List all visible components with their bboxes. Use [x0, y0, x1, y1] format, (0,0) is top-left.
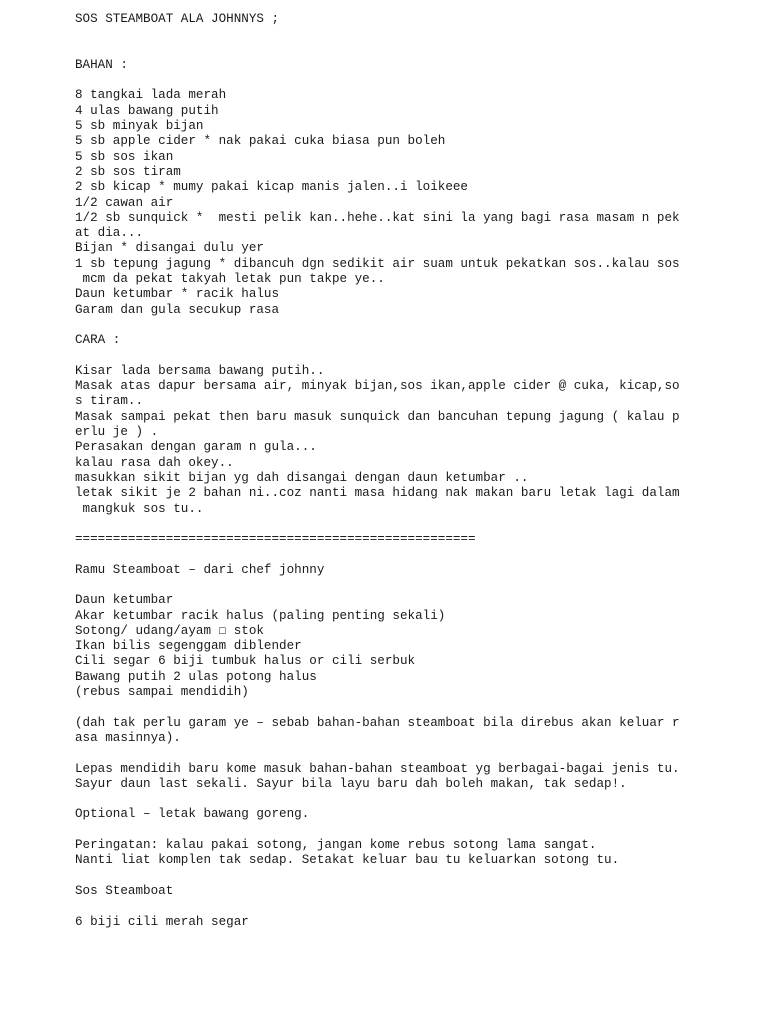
- doc-line: [75, 318, 695, 333]
- doc-line: SOS STEAMBOAT ALA JOHNNYS ;: [75, 12, 280, 26]
- doc-line: 8 tangkai lada merah: [75, 88, 227, 103]
- doc-line: 2 sb kicap * mumy pakai kicap manis jalen..i loikeee: [75, 180, 468, 195]
- separator-line: =====================================================: [75, 532, 476, 547]
- doc-line: [75, 700, 695, 715]
- doc-line: asa masinnya).: [75, 730, 181, 745]
- doc-line: Perasakan dengan garam n gula...: [75, 440, 317, 455]
- doc-line: 6 biji cili merah segar: [75, 914, 249, 929]
- doc-line: Masak sampai pekat then baru masuk sunquick dan bancuhan tepung jagung ( kalau p: [75, 409, 680, 424]
- doc-line: Daun ketumbar * racik halus: [75, 287, 280, 302]
- doc-line: Masak atas dapur bersama air, minyak bijan,sos ikan,apple cider @ cuka, kicap,so: [75, 379, 680, 394]
- doc-line: [75, 73, 695, 88]
- doc-line: mangkuk sos tu..: [75, 501, 204, 516]
- doc-line: masukkan sikit bijan yg dah disangai dengan daun ketumbar ..: [75, 470, 529, 485]
- doc-line: Sayur daun last sekali. Sayur bila layu baru dah boleh makan, tak sedap!.: [75, 776, 627, 791]
- doc-line: [75, 27, 695, 42]
- doc-line: Daun ketumbar: [75, 593, 174, 608]
- doc-line: [75, 517, 695, 532]
- doc-line: Ikan bilis segenggam diblender: [75, 639, 302, 654]
- doc-line: [75, 823, 695, 838]
- doc-line: Kisar lada bersama bawang putih..: [75, 363, 325, 378]
- doc-line: 4 ulas bawang putih: [75, 103, 219, 118]
- doc-line: BAHAN :: [75, 57, 128, 72]
- doc-line: Garam dan gula secukup rasa: [75, 302, 280, 317]
- doc-line: 5 sb sos ikan: [75, 149, 174, 164]
- doc-line: Bijan * disangai dulu yer: [75, 241, 264, 256]
- doc-line: [75, 349, 695, 364]
- doc-line: [75, 792, 695, 807]
- doc-line: Peringatan: kalau pakai sotong, jangan kome rebus sotong lama sangat.: [75, 838, 597, 853]
- document-page: [75, 12, 695, 930]
- doc-line: 1/2 cawan air: [75, 195, 174, 210]
- doc-line: 1 sb tepung jagung * dibancuh dgn sedikit air suam untuk pekatkan sos..kalau sos: [75, 256, 680, 271]
- doc-line: Sos Steamboat: [75, 883, 174, 898]
- doc-line: [75, 899, 695, 914]
- doc-line: [75, 746, 695, 761]
- doc-line: Nanti liat komplen tak sedap. Setakat keluar bau tu keluarkan sotong tu.: [75, 853, 620, 868]
- doc-line: 2 sb sos tiram: [75, 164, 181, 179]
- doc-line: Ramu Steamboat – dari chef johnny: [75, 562, 325, 577]
- doc-line: Akar ketumbar racik halus (paling penting sekali): [75, 608, 446, 623]
- doc-line: Optional – letak bawang goreng.: [75, 807, 310, 822]
- doc-line: [75, 43, 695, 58]
- doc-line: mcm da pekat takyah letak pun takpe ye..: [75, 272, 385, 287]
- doc-line: Bawang putih 2 ulas potong halus: [75, 669, 317, 684]
- doc-line: [75, 578, 695, 593]
- doc-line: at dia...: [75, 226, 144, 241]
- doc-line: Sotong/ udang/ayam ☐ stok: [75, 623, 264, 638]
- doc-line: 5 sb minyak bijan: [75, 119, 204, 134]
- doc-line: s tiram..: [75, 394, 144, 409]
- doc-line: erlu je ) .: [75, 425, 159, 440]
- doc-line: (dah tak perlu garam ye – sebab bahan-bahan steamboat bila direbus akan keluar r: [75, 715, 680, 730]
- doc-line: kalau rasa dah okey..: [75, 455, 234, 470]
- doc-line: [75, 869, 695, 884]
- doc-line: [75, 547, 695, 562]
- doc-line: Lepas mendidih baru kome masuk bahan-bahan steamboat yg berbagai-bagai jenis tu.: [75, 761, 680, 776]
- doc-line: 1/2 sb sunquick * mesti pelik kan..hehe..kat sini la yang bagi rasa masam n pek: [75, 210, 680, 225]
- doc-line: 5 sb apple cider * nak pakai cuka biasa pun boleh: [75, 134, 446, 149]
- doc-line: Cili segar 6 biji tumbuk halus or cili serbuk: [75, 654, 416, 669]
- doc-line: (rebus sampai mendidih): [75, 685, 249, 700]
- doc-line: letak sikit je 2 bahan ni..coz nanti masa hidang nak makan baru letak lagi dalam: [75, 486, 680, 501]
- doc-line: CARA :: [75, 333, 121, 348]
